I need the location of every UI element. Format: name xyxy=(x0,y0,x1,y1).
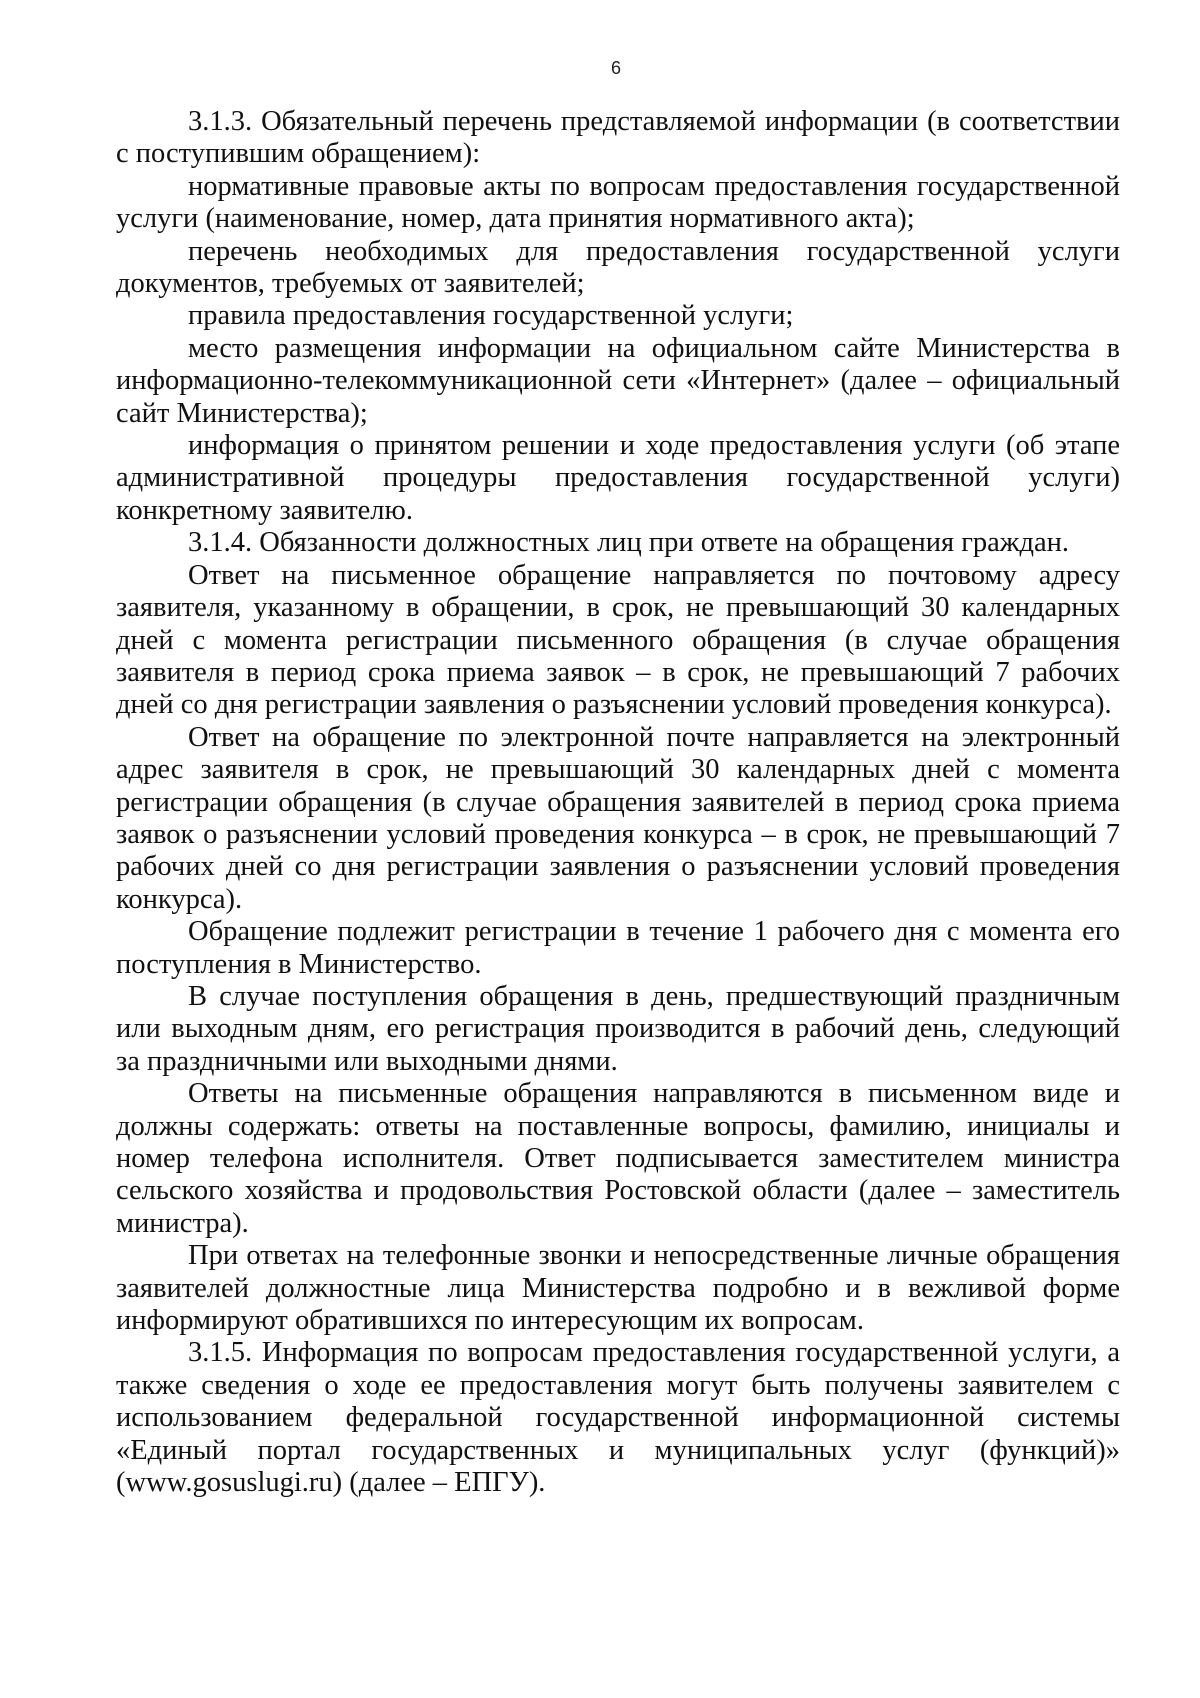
paragraph-3-1-4: 3.1.4. Обязанности должностных лиц при ответе на обращения граждан. xyxy=(188,527,1070,559)
paragraph-reply-contents: Ответы на письменные обращения направляются в письменном виде и должны содержать: ответы на поставленные вопросы, фамилию, инициалы и номер телефона исполнителя. Ответ подписывается заместителем министра сельского хозяйства и продовольствия Ростовской области (далее – заместитель министра). xyxy=(116,1078,1120,1239)
document-body xyxy=(116,106,1120,1499)
paragraph-documents-list: перечень необходимых для предоставления государственной услуги документов, требуемых от заявителей; xyxy=(116,235,1120,300)
paragraph-written-reply: Ответ на письменное обращение направляется по почтовому адресу заявителя, указанному в обращении, в срок, не превышающий 30 календарных дней с момента регистрации письменного обращения (в случае обращения заявителя в период срока приема заявок – в срок, не превышающий 7 рабочих дней со дня регистрации заявления о разъяснении условий проведения конкурса). xyxy=(116,559,1120,721)
page-number: 6 xyxy=(610,58,621,78)
paragraph-registration: Обращение подлежит регистрации в течение 1 рабочего дня с момента его поступления в Министерство. xyxy=(116,916,1120,980)
paragraph-3-1-3: 3.1.3. Обязательный перечень представляемой информации (в соответствии с поступившим обращением): xyxy=(116,106,1120,170)
paragraph-website-info: место размещения информации на официальном сайте Министерства в информационно-телекоммуникационной сети «Интернет» (далее – официальный сайт Министерства); xyxy=(116,332,1120,429)
paragraph-normative-acts: нормативные правовые акты по вопросам предоставления государственной услуги (наименование, номер, дата принятия нормативного акта); xyxy=(116,170,1120,235)
paragraph-email-reply: Ответ на обращение по электронной почте направляется на электронный адрес заявителя в срок, не превышающий 30 календарных дней с момента регистрации обращения (в случае обращения заявителей в период срока приема заявок о разъяснении условий проведения конкурса – в срок, не превышающий 7 рабочих дней со дня регистрации заявления о разъяснении условий проведения конкурса). xyxy=(116,721,1120,915)
paragraph-3-1-5: 3.1.5. Информация по вопросам предоставления государственной услуги, а также сведения о ходе ее предоставления могут быть получены заявителем с использованием федеральной государственной информационной системы «Единый портал государственных и муниципальных услуг (функций)» (www.gosuslugi.ru) (далее – ЕПГУ). xyxy=(116,1337,1120,1499)
paragraph-holiday-registration: В случае поступления обращения в день, предшествующий праздничным или выходным дням, его регистрация производится в рабочий день, следующий за праздничными или выходными днями. xyxy=(116,980,1120,1077)
paragraph-phone-replies: При ответах на телефонные звонки и непосредственные личные обращения заявителей должностные лица Министерства подробно и в вежливой форме информируют обратившихся по интересующим их вопросам. xyxy=(116,1240,1120,1337)
paragraph-service-rules: правила предоставления государственной услуги; xyxy=(188,300,794,332)
paragraph-decision-info: информация о принятом решении и ходе предоставления услуги (об этапе административной процедуры предоставления государственной услуги) конкретному заявителю. xyxy=(116,430,1120,526)
